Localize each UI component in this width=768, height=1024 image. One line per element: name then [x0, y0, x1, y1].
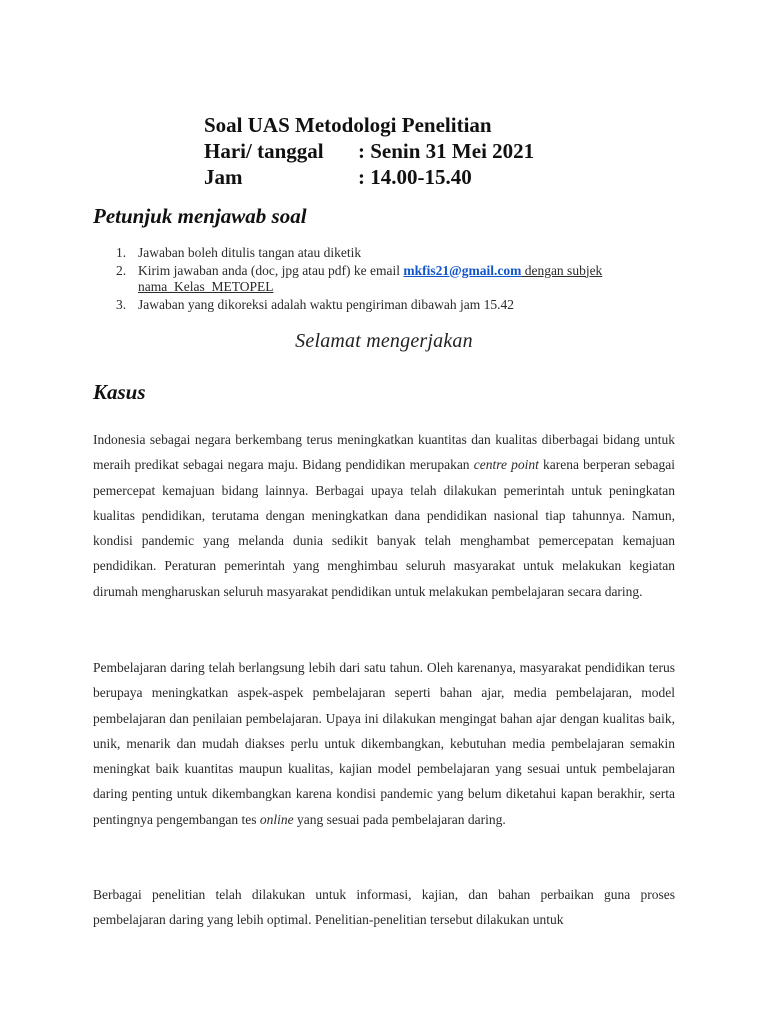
- case-paragraph-2: [93, 655, 675, 832]
- paragraph-text: Pembelajaran daring telah berlangsung lebih dari satu tahun. Oleh karenanya, masyarakat pendidikan terus berupaya meningkatkan aspek-aspek pembelajaran seperti bahan ajar, media pembelajaran, model pembelajaran dan penilaian pembelajaran. Upaya ini dilakukan mengingat bahan ajar dengan kualitas baik, unik, menarik dan mudah diakses perlu untuk dikembangkan, kebutuhan media pembelajaran semakin meningkat baik kuantitas maupun kualitas, kajian model pembelajaran yang sesuai untuk pembelajaran daring penting untuk dikembangkan karena kondisi pandemic yang belum diketahui kapan berakhir, serta pentingnya pengembangan tes: [93, 660, 675, 827]
- time-label: Jam: [204, 165, 243, 189]
- list-item-text: Jawaban yang dikoreksi adalah waktu pengiriman dibawah jam 15.42: [138, 296, 515, 312]
- subject-text: dengan subjek nama_Kelas_METOPEL: [138, 262, 603, 294]
- date-value: : Senin 31 Mei 2021: [358, 139, 535, 163]
- paragraph-text: yang sesuai pada pembelajaran daring.: [293, 811, 506, 827]
- list-item: [93, 297, 683, 314]
- case-paragraph-1: [93, 427, 675, 604]
- case-paragraph-3: Berbagai penelitian telah dilakukan untuk informasi, kajian, dan bahan perbaikan guna proses pembelajaran daring yang lebih optimal. Penelitian-penelitian tersebut dilakukan untuk: [93, 887, 675, 928]
- list-item: [93, 263, 683, 296]
- time-row: [204, 164, 534, 190]
- list-number: 3.: [116, 296, 127, 312]
- email-link[interactable]: mkfis21@gmail.com: [403, 262, 522, 278]
- italic-term: online: [259, 811, 294, 827]
- instructions-list: [93, 245, 683, 314]
- list-item-text: Kirim jawaban anda (doc, jpg atau pdf) ke email: [138, 262, 404, 278]
- date-label: Hari/ tanggal: [204, 139, 324, 163]
- list-number: 1.: [116, 245, 127, 260]
- closing-text: Selamat mengerjakan: [295, 330, 473, 352]
- exam-header: [204, 112, 534, 190]
- exam-title: Soal UAS Metodologi Penelitian: [204, 113, 492, 137]
- list-item-text: Jawaban boleh ditulis tangan atau diketik: [138, 245, 362, 260]
- list-item: [93, 245, 683, 262]
- list-number: 2.: [116, 262, 127, 278]
- paragraph-text: karena berperan sebagai pemercepat kemajuan bidang lainnya. Berbagai upaya telah dilakukan pemerintah untuk peningkatan kualitas pendidikan, terutama dengan meningkatkan dana pendidikan nasional tiap tahunnya. Namun, kondisi pandemic yang melanda dunia sedikit banyak telah menghambat pemercepatan kemajuan pendidikan. Peraturan pemerintah yang menghimbau seluruh masyarakat untuk melakukan kegiatan dirumah mengharuskan seluruh masyarakat pendidikan untuk melakukan pembelajaran secara daring.: [93, 457, 675, 599]
- time-value: : 14.00-15.40: [358, 165, 472, 189]
- date-row: [204, 138, 534, 164]
- paragraph-text: Indonesia sebagai negara berkembang terus meningkatkan kuantitas dan kualitas diberbagai bidang untuk meraih predikat sebagai negara maju. Bidang pendidikan merupakan: [93, 432, 675, 473]
- instructions-heading: Petunjuk menjawab soal: [93, 204, 307, 228]
- case-heading: Kasus: [93, 380, 146, 404]
- italic-term: centre point: [473, 457, 539, 473]
- exam-title-row: [204, 112, 534, 138]
